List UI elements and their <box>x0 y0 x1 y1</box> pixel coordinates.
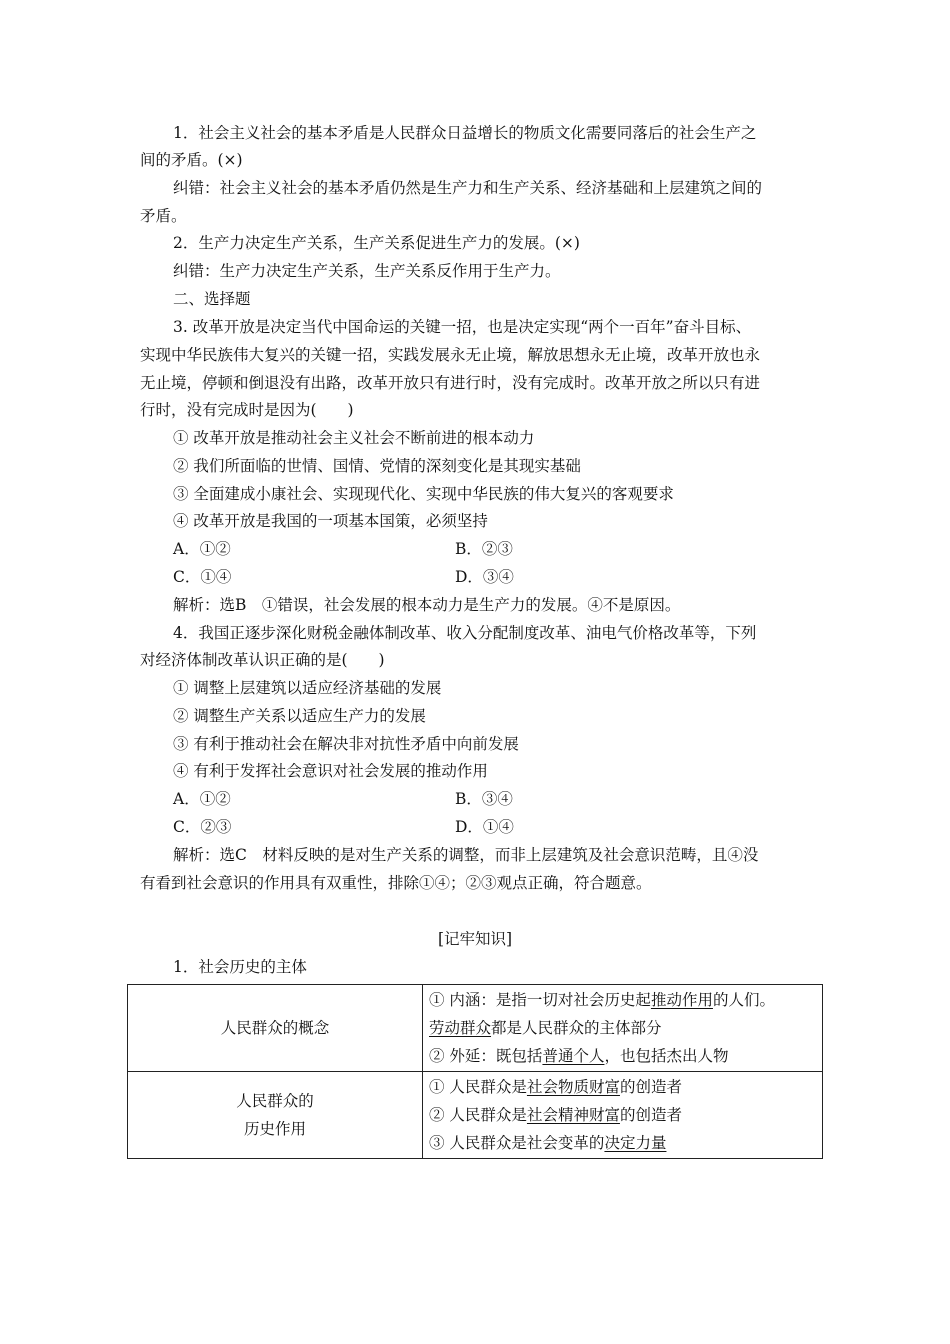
q1-fix-line1: 纠错：社会主义社会的基本矛盾仍然是生产力和生产关系、经济基础和上层建筑之间的 <box>173 179 763 197</box>
q4-item: ① 调整上层建筑以适应经济基础的发展 <box>173 679 442 697</box>
table-row <box>128 985 823 1072</box>
role-detail-line <box>429 1073 816 1101</box>
q3-stem-line: 行时，没有完成时是因为( ) <box>140 401 354 419</box>
q2-fix: 纠错：生产力决定生产关系，生产关系反作用于生产力。 <box>173 262 561 280</box>
q3-stem-line: 无止境，停顿和倒退没有出路，改革开放只有进行时，没有完成时。改革开放之所以只有进 <box>140 374 761 392</box>
role-detail-line <box>429 1129 816 1157</box>
q4-item: ④ 有利于发挥社会意识对社会发展的推动作用 <box>173 762 488 780</box>
text-fragment: 的人们。 <box>712 991 775 1009</box>
q4-stem-line: 4．我国正逐步深化财税金融体制改革、收入分配制度改革、油电气价格改革等，下列 <box>173 624 757 642</box>
text-fragment: ① 人民群众是 <box>429 1078 527 1096</box>
q4-option-b: B．③④ <box>455 790 513 808</box>
knowledge-title: [记牢知识] <box>437 930 513 948</box>
q3-analysis: 解析：选B ①错误，社会发展的根本动力是生产力的发展。④不是原因。 <box>173 596 681 614</box>
q2-statement: 2．生产力决定生产关系，生产关系促进生产力的发展。(×) <box>173 234 580 252</box>
q3-stem-line: 实现中华民族伟大复兴的关键一招，实践发展永无止境，解放思想永无止境，改革开放也永 <box>140 346 761 364</box>
knowledge-table <box>127 984 823 1159</box>
underlined-keyword: 社会精神财富 <box>526 1106 620 1124</box>
q3-option-d: D．③④ <box>455 568 514 586</box>
text-fragment: ，也包括杰出人物 <box>604 1047 729 1065</box>
q1-line1: 1．社会主义社会的基本矛盾是人民群众日益增长的物质文化需要同落后的社会生产之 <box>173 124 757 142</box>
section-heading-choice: 二、选择题 <box>173 290 251 308</box>
text-fragment: 都是人民群众的主体部分 <box>491 1019 662 1037</box>
role-detail-line <box>429 1101 816 1129</box>
q4-stem-line: 对经济体制改革认识正确的是( ) <box>140 651 385 669</box>
text-fragment: ① 内涵：是指一切对社会历史起 <box>429 991 651 1009</box>
q3-item: ③ 全面建成小康社会、实现现代化、实现中华民族的伟大复兴的客观要求 <box>173 485 674 503</box>
q3-option-a: A．①② <box>173 540 231 558</box>
text-fragment: ② 人民群众是 <box>429 1106 527 1124</box>
q4-item: ③ 有利于推动社会在解决非对抗性矛盾中向前发展 <box>173 735 519 753</box>
q3-item: ④ 改革开放是我国的一项基本国策，必须坚持 <box>173 512 488 530</box>
q3-item: ① 改革开放是推动社会主义社会不断前进的根本动力 <box>173 429 535 447</box>
text-fragment: 的创造者 <box>619 1106 682 1124</box>
underlined-keyword: 推动作用 <box>650 991 713 1009</box>
q3-item: ② 我们所面临的世情、国情、党情的深刻变化是其现实基础 <box>173 457 581 475</box>
q4-analysis-line: 解析：选C 材料反映的是对生产关系的调整，而非上层建筑及社会意识范畴，且④没 <box>173 846 759 864</box>
q4-analysis-line: 有看到社会意识的作用具有双重性，排除①④；②③观点正确，符合题意。 <box>140 874 652 892</box>
underlined-keyword: 劳动群众 <box>429 1019 492 1037</box>
role-label-line: 历史作用 <box>243 1120 306 1138</box>
q4-option-a: A．①② <box>173 790 231 808</box>
q1-line2: 间的矛盾。(×) <box>140 151 243 169</box>
q4-option-c: C．②③ <box>173 818 232 836</box>
q3-option-b: B．②③ <box>455 540 513 558</box>
q4-item: ② 调整生产关系以适应生产力的发展 <box>173 707 426 725</box>
table-cell-concept-detail <box>423 985 823 1072</box>
text-fragment: 的创造者 <box>619 1078 682 1096</box>
table-row <box>128 1072 823 1159</box>
underlined-keyword: 决定力量 <box>604 1134 667 1152</box>
concept-label: 人民群众的概念 <box>220 1019 330 1037</box>
concept-detail-line <box>429 1042 816 1070</box>
table-cell-role-detail <box>423 1072 823 1159</box>
q3-stem-line: 3. 改革开放是决定当代中国命运的关键一招，也是决定实现“两个一百年”奋斗目标、 <box>173 318 752 336</box>
underlined-keyword: 普通个人 <box>542 1047 605 1065</box>
text-fragment: ② 外延：既包括 <box>429 1047 543 1065</box>
q3-option-c: C．①④ <box>173 568 232 586</box>
table-cell-role-label <box>128 1072 423 1159</box>
text-fragment: ③ 人民群众是社会变革的 <box>429 1134 605 1152</box>
q4-option-d: D．①④ <box>455 818 514 836</box>
underlined-keyword: 社会物质财富 <box>526 1078 620 1096</box>
concept-detail-line <box>429 986 816 1014</box>
concept-detail-line <box>429 1014 816 1042</box>
role-label-line: 人民群众的 <box>236 1092 314 1110</box>
table-cell-concept-label <box>128 985 423 1072</box>
q1-fix-line2: 矛盾。 <box>140 207 187 225</box>
knowledge-subtitle: 1．社会历史的主体 <box>173 958 307 976</box>
